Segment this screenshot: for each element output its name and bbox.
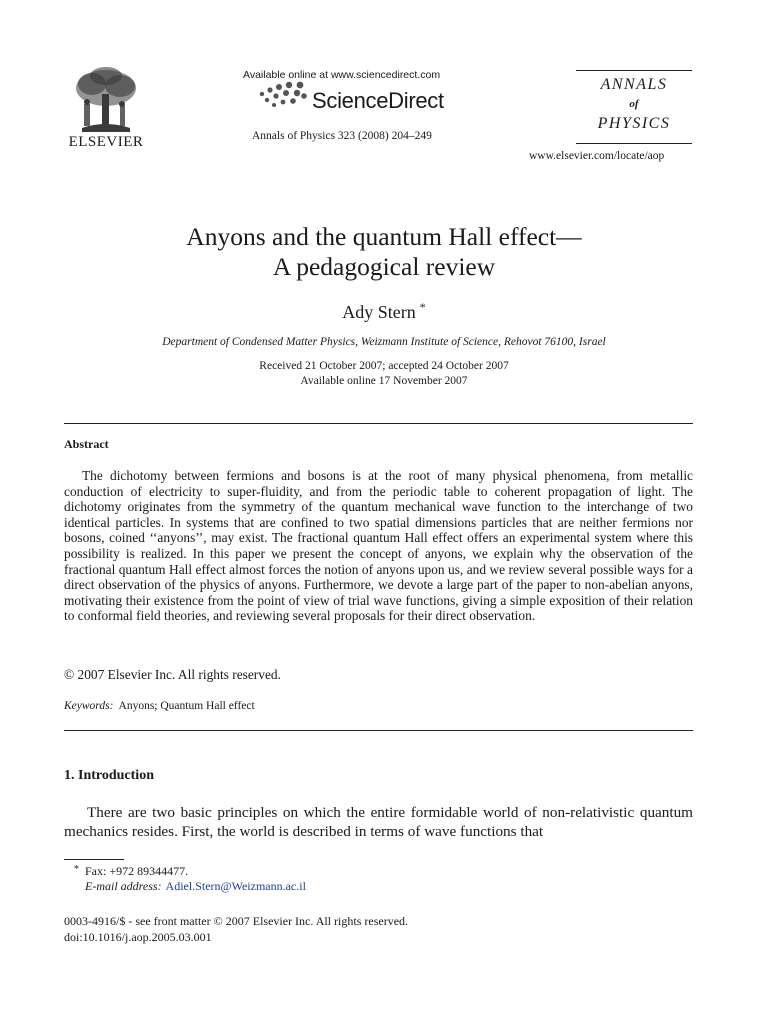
footnote-fax: Fax: +972 89344477.: [85, 864, 189, 878]
author-affiliation: Department of Condensed Matter Physics, Weizmann Institute of Science, Rehovot 76100, Israel: [162, 336, 606, 348]
received-dates: Received 21 October 2007; accepted 24 October 2007: [259, 360, 509, 372]
journal-logo-physics: PHYSICS: [597, 115, 671, 132]
journal-logo-annals: ANNALS: [600, 76, 668, 93]
article-title-line1: Anyons and the quantum Hall effect—: [186, 222, 582, 251]
publisher-wordmark: ELSEVIER: [68, 134, 144, 150]
issn-line: 0003-4916/$ - see front matter © 2007 Elsevier Inc. All rights reserved.: [64, 914, 409, 928]
section-heading: 1. Introduction: [64, 768, 154, 783]
article-title-line2: A pedagogical review: [272, 252, 496, 281]
footnote-divider: [64, 859, 124, 860]
author-line: [0, 302, 768, 323]
available-online-note: Available online at www.sciencedirect.com: [243, 69, 441, 81]
abstract-top-divider: [64, 423, 693, 424]
doi-line[interactable]: doi:10.1016/j.aop.2005.03.001: [64, 930, 212, 944]
abstract-heading: Abstract: [64, 437, 109, 451]
sciencedirect-wordmark: ScienceDirect: [312, 88, 444, 113]
abstract-copyright: © 2007 Elsevier Inc. All rights reserved.: [64, 667, 281, 682]
abstract-bottom-divider: [64, 730, 693, 731]
abstract-body: The dichotomy between fermions and bosons is at the root of many physical phenomena, from metallic conduction of electricity to super-fluidity, and from the periodic table to coherent propagation of light. The dichotomy originates from the symmetry of the quantum mechanical wave function to the interchange of two identical particles. In systems that are confined to two spatial dimensions particles that are neither fermions nor bosons, coined ‘‘anyons’’, may exist. The fractional quantum Hall effect offers an experimental system where this possibility is realized. In this paper we present the concept of anyons, we explain why the observation of the fractional quantum Hall effect almost forces the notion of anyons upon us, and we review several possible ways for a direct observation of the physics of anyons. Furthermore, we devote a large part of the paper to non-abelian anyons, motivating their existence from the point of view of trial wave functions, giving a simple exposition of their relation to conformal field theories, and reviewing several proposals for their direct observation.: [64, 468, 693, 624]
keywords-line: [64, 700, 255, 712]
keywords-value: Anyons; Quantum Hall effect: [118, 700, 255, 712]
footnote-mark: *: [74, 864, 79, 875]
available-online-date: Available online 17 November 2007: [300, 375, 468, 387]
email-link[interactable]: Adiel.Stern@Weizmann.ac.il: [165, 879, 306, 893]
section-body: There are two basic principles on which the entire formidable world of non-relativistic quantum mechanics resides. First, the world is described in terms of wave functions that: [64, 804, 693, 840]
journal-logo-of: of: [629, 98, 639, 110]
author-footnote-mark[interactable]: *: [419, 300, 426, 314]
sciencedirect-dots-icon: [256, 80, 312, 110]
keywords-label: Keywords:: [64, 700, 114, 712]
journal-reference: Annals of Physics 323 (2008) 204–249: [252, 130, 432, 142]
footnote-email: [85, 879, 306, 894]
author-name: Ady Stern: [342, 302, 416, 322]
journal-url-link[interactable]: www.elsevier.com/locate/aop: [529, 150, 665, 162]
email-label: E-mail address:: [85, 879, 162, 893]
